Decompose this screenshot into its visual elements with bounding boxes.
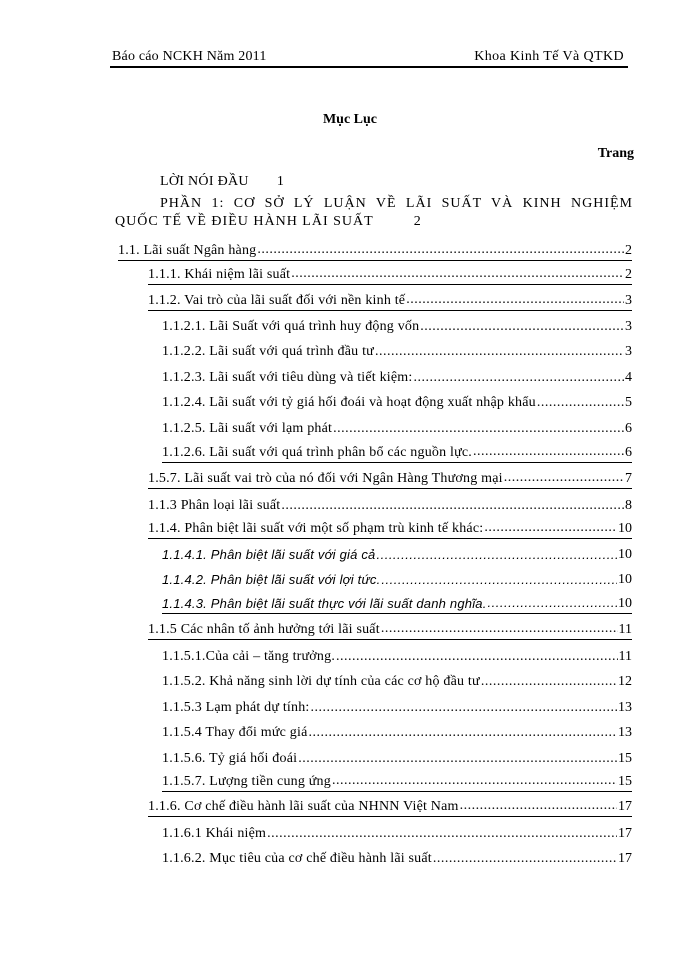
toc-entry-page: 15 <box>618 774 632 789</box>
toc-entry-page: 10 <box>618 596 632 611</box>
toc-intro-label: LỜI NÓI ĐẦU <box>160 174 249 189</box>
toc-entry[interactable] <box>162 390 632 412</box>
toc-entry[interactable] <box>162 821 632 843</box>
toc-entry[interactable] <box>148 288 632 311</box>
toc-entry[interactable] <box>162 769 632 792</box>
toc-entry-page: 5 <box>625 395 632 410</box>
toc-entry-page: 12 <box>618 674 632 689</box>
toc-entry-label: 1.1.1. Khái niệm lãi suất <box>148 267 291 282</box>
toc-leader-dots <box>381 620 618 638</box>
toc-entry-page: 3 <box>625 293 632 308</box>
toc-leader-dots <box>413 369 624 387</box>
toc-entry-page: 3 <box>625 319 632 334</box>
toc-leader-dots <box>375 343 624 361</box>
toc-entry[interactable] <box>162 644 632 666</box>
toc-entry[interactable] <box>162 339 632 361</box>
toc-leader-dots <box>336 648 618 666</box>
toc-entry[interactable] <box>148 466 632 489</box>
toc-part-1-page: 2 <box>413 214 422 229</box>
toc-entry[interactable] <box>148 493 632 515</box>
toc-entry-page: 15 <box>618 751 632 766</box>
toc-entry-page: 10 <box>618 521 632 536</box>
toc-entry-page: 3 <box>625 344 632 359</box>
toc-entry-label: 1.1.5 Các nhân tố ảnh hưởng tới lãi suất <box>148 622 380 637</box>
toc-entry[interactable] <box>162 669 632 691</box>
toc-entry-label: 1.1.2.6. Lãi suất với quá trình phân bổ các nguồn lực. <box>162 445 473 460</box>
toc-leader-dots <box>257 241 624 259</box>
toc-leader-dots <box>309 724 618 742</box>
toc-entry-label: 1.1.5.2. Khả năng sinh lời dự tính của các cơ hộ đầu tư <box>162 674 480 689</box>
toc-leader-dots <box>484 519 617 537</box>
toc-entry-page: 13 <box>618 700 632 715</box>
toc-entry-label: 1.1.4.1. Phân biệt lãi suất với giá cả <box>162 547 376 562</box>
header-left-text: Báo cáo NCKH Năm 2011 <box>112 49 267 64</box>
toc-leader-dots <box>537 394 624 412</box>
toc-entry[interactable] <box>162 416 632 438</box>
toc-leader-dots <box>460 797 617 815</box>
toc-entry-label: 1.1.2.1. Lãi Suất với quá trình huy động vốn <box>162 319 420 334</box>
toc-entry-page: 10 <box>618 547 632 562</box>
toc-entry[interactable] <box>162 720 632 742</box>
toc-part-1-line1: PHẦN 1: CƠ SỞ LÝ LUẬN VỀ LÃI SUẤT VÀ KINH NGHIỆM <box>160 196 633 211</box>
toc-entry-label: 1.1.5.6. Tỷ giá hối đoái <box>162 751 298 766</box>
toc-leader-dots <box>298 750 617 768</box>
toc-entry-page: 17 <box>618 799 632 814</box>
toc-entry-page: 4 <box>625 370 632 385</box>
toc-entry[interactable] <box>162 440 632 463</box>
toc-entry-label: 1.1. Lãi suất Ngân hàng <box>118 243 257 258</box>
toc-entry[interactable] <box>148 794 632 817</box>
toc-entry-page: 11 <box>618 622 632 637</box>
toc-leader-dots <box>291 265 624 283</box>
toc-entry-label: 1.1.5.1.Của cải – tăng trưởng. <box>162 649 336 664</box>
toc-entry-page: 8 <box>625 498 632 513</box>
toc-entry[interactable] <box>148 262 632 285</box>
toc-part-1-line2: QUỐC TẾ VỀ ĐIỀU HÀNH LÃI SUẤT <box>115 214 374 229</box>
toc-entry-page: 11 <box>618 649 632 664</box>
toc-entry-label: 1.1.4. Phân biệt lãi suất với một số phạm trù kinh tế khác: <box>148 521 484 536</box>
toc-entry-label: 1.1.5.7. Lượng tiền cung ứng <box>162 774 331 789</box>
toc-leader-dots <box>267 825 617 843</box>
toc-entry-label: 1.5.7. Lãi suất vai trò của nó đối với Ngân Hàng Thương mại <box>148 471 503 486</box>
toc-leader-dots <box>504 469 624 487</box>
toc-leader-dots <box>376 546 617 564</box>
toc-entry-label: 1.1.5.4 Thay đổi mức giá <box>162 725 308 740</box>
toc-entry[interactable] <box>162 542 632 564</box>
toc-entry-page: 6 <box>625 421 632 436</box>
toc-entry-label: 1.1.4.3. Phân biệt lãi suất thực với lãi suất danh nghĩa. <box>162 596 487 611</box>
toc-entry-page: 17 <box>618 851 632 866</box>
toc-leader-dots <box>488 594 617 612</box>
toc-entry-label: 1.1.4.2. Phân biệt lãi suất với lợi tức. <box>162 572 381 587</box>
toc-leader-dots <box>481 673 617 691</box>
toc-intro <box>160 174 284 190</box>
toc-entry[interactable] <box>162 591 632 614</box>
toc-entry-label: 1.1.2.2. Lãi suất với quá trình đầu tư <box>162 344 374 359</box>
toc-leader-dots <box>433 850 617 868</box>
toc-entry-page: 10 <box>618 572 632 587</box>
toc-entry[interactable] <box>162 314 632 336</box>
toc-entry-page: 13 <box>618 725 632 740</box>
toc-leader-dots <box>406 291 624 309</box>
toc-part-1 <box>115 195 633 231</box>
toc-entry-label: 1.1.2.3. Lãi suất với tiêu dùng và tiết kiệm: <box>162 370 413 385</box>
toc-entry[interactable] <box>162 567 632 589</box>
toc-entry-label: 1.1.6. Cơ chế điều hành lãi suất của NHNN Việt Nam <box>148 799 459 814</box>
toc-entry-label: 1.1.2. Vai trò của lãi suất đối với nền kinh tế <box>148 293 406 308</box>
toc-leader-dots <box>473 443 624 461</box>
toc-entry[interactable] <box>162 695 632 717</box>
toc-entry-label: 1.1.6.2. Mục tiêu của cơ chế điều hành lãi suất <box>162 851 432 866</box>
toc-entry[interactable] <box>162 746 632 768</box>
toc-entry[interactable] <box>118 238 632 261</box>
toc-leader-dots <box>332 772 617 790</box>
page-column-label: Trang <box>597 146 634 161</box>
toc-entry-label: 1.1.2.4. Lãi suất với tỷ giá hối đoái và hoạt động xuất nhập khẩu <box>162 395 536 410</box>
toc-entry-label: 1.1.5.3 Lạm phát dự tính: <box>162 700 310 715</box>
toc-entry-page: 2 <box>625 267 632 282</box>
page-title: Mục Lục <box>322 112 378 127</box>
toc-entry-page: 17 <box>618 826 632 841</box>
toc-entry[interactable] <box>162 846 632 868</box>
toc-entry-page: 7 <box>625 471 632 486</box>
toc-leader-dots <box>381 571 617 589</box>
toc-leader-dots <box>420 318 624 336</box>
toc-entry[interactable] <box>148 516 632 539</box>
header-right-text: Khoa Kinh Tế Và QTKD <box>474 49 624 64</box>
toc-leader-dots <box>281 497 624 515</box>
toc-entry-page: 6 <box>625 445 632 460</box>
toc-entry-label: 1.1.3 Phân loại lãi suất <box>148 498 281 513</box>
toc-leader-dots <box>311 699 617 717</box>
toc-leader-dots <box>333 420 624 438</box>
toc-entry[interactable] <box>162 365 632 387</box>
toc-intro-page: 1 <box>276 174 285 189</box>
toc-entry[interactable] <box>148 617 632 640</box>
toc-entry-label: 1.1.6.1 Khái niệm <box>162 826 267 841</box>
toc-entry-page: 2 <box>625 243 632 258</box>
toc-entry-label: 1.1.2.5. Lãi suất với lạm phát <box>162 421 333 436</box>
header-divider <box>110 66 628 68</box>
